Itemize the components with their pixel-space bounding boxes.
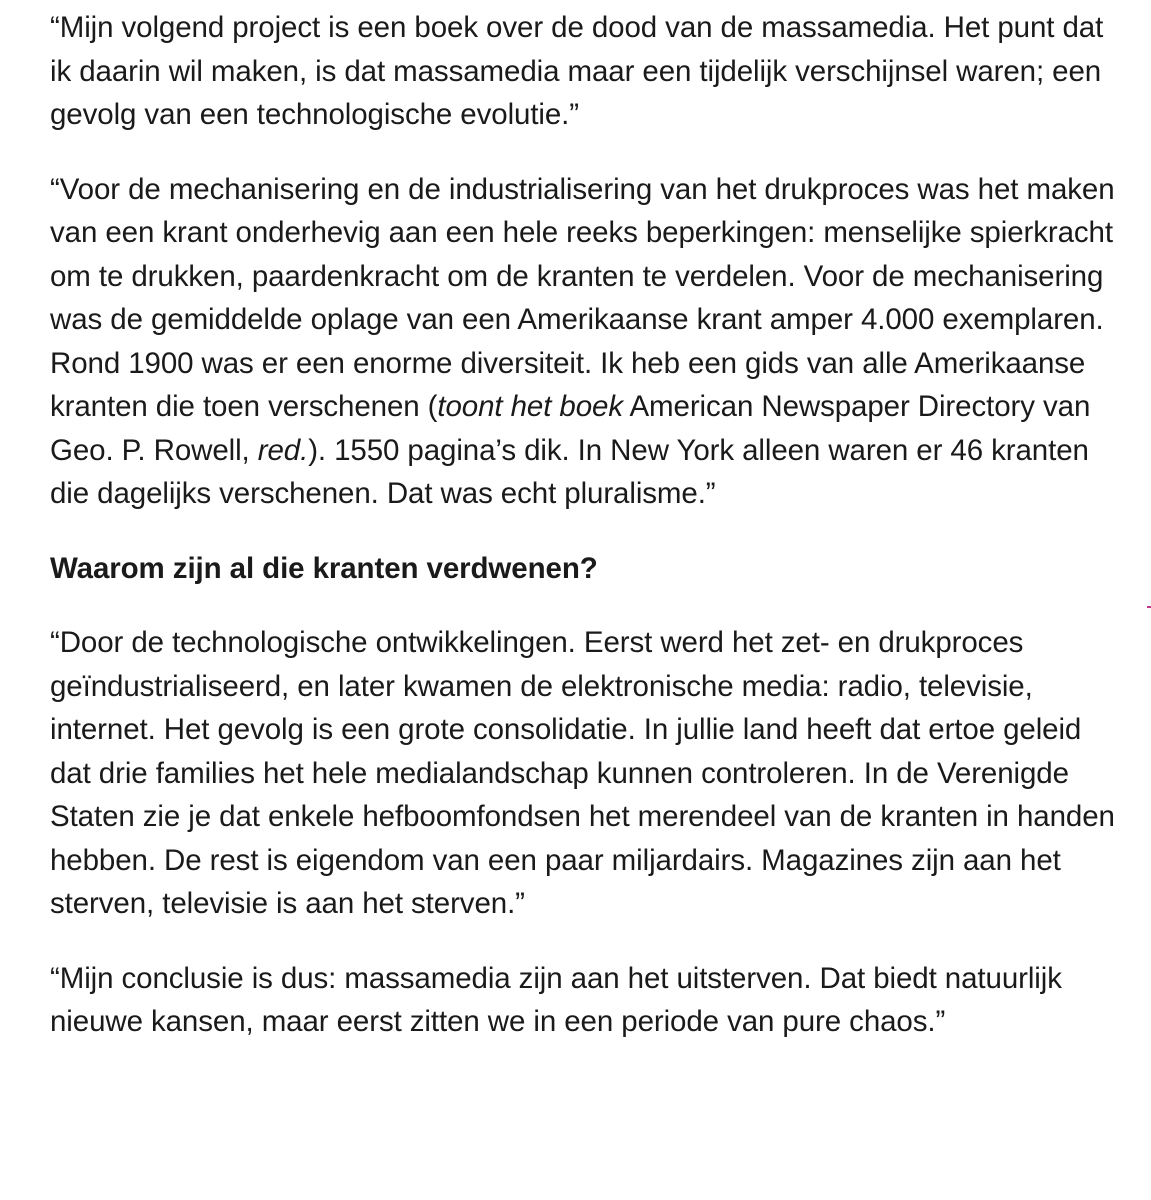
paragraph-history [50, 168, 1125, 516]
editor-note-italic: red. [257, 433, 309, 467]
paragraph-history-text-1: “Voor de mechanisering en de industrialisering van het drukproces was het maken van een krant onderhevig aan een hele reeks beperkingen: menselijke spierkracht om te drukken, paardenkracht om de kranten te verdelen. Voor de mechanisering was de gemiddelde oplage van een Amerikaanse krant amper 4.000 exemplaren. Rond 1900 was er een enorme diversiteit. Ik heb een gids van alle Amerikaanse kranten die toen verschenen ( [50, 172, 1115, 423]
paragraph-history-text-2: American Newspaper Directory van Geo. P. Rowell, [50, 390, 1091, 467]
paragraph-consolidation: “Door de technologische ontwikkelingen. Eerst werd het zet- en drukproces geïndustrialiseerd, en later kwamen de elektronische media: radio, televisie, internet. Het gevolg is een grote consolidatie. In jullie land heeft dat ertoe geleid dat drie families het hele medialandschap kunnen controleren. In de Verenigde Staten zie je dat enkele hefboomfondsen het merendeel van de kranten in handen hebben. De rest is eigendom van een paar miljardairs. Magazines zijn aan het sterven, televisie is aan het sterven.” [50, 626, 1115, 920]
paragraph-conclusion: “Mijn conclusie is dus: massamedia zijn aan het uitsterven. Dat biedt natuurlijk nieuwe kansen, maar eerst zitten we in een periode van pure chaos.” [50, 961, 1062, 1038]
paragraph-intro: “Mijn volgend project is een boek over de dood van de massamedia. Het punt dat ik daarin wil maken, is dat massamedia maar een tijdelijk verschijnsel waren; een gevolg van een technologische evolutie.” [50, 11, 1104, 131]
stage-direction-italic: toont het boek [437, 390, 623, 423]
article-body [50, 6, 1125, 1075]
interview-question: Waarom zijn al die kranten verdwenen? [50, 551, 598, 585]
paragraph-history-text-3: ). 1550 pagina’s dik. In New York alleen waren er 46 kranten die dagelijks verschenen. Dat was echt pluralisme.” [50, 433, 1089, 510]
edge-accent-mark [1147, 606, 1151, 608]
